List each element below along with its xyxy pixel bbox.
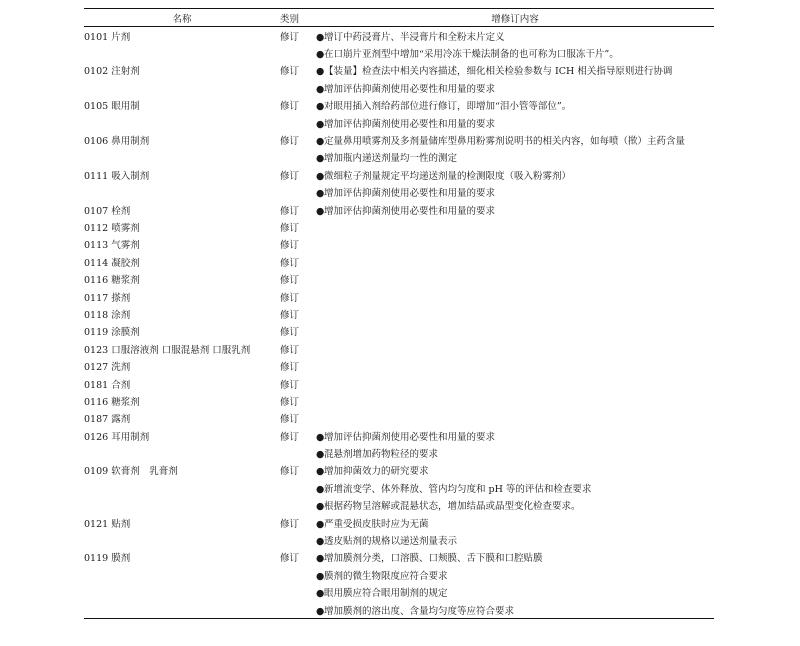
row-type-cell: 修订 — [280, 362, 300, 374]
row-name-cell-empty — [84, 184, 280, 201]
note-text: 增加评估抑菌剂使用必要性和用量的要求 — [324, 205, 496, 217]
row-note-cell — [316, 253, 714, 270]
bullet-icon: ● — [316, 536, 325, 548]
table-row — [84, 218, 714, 235]
note-text: 增加瓶内递送剂量均一性的测定 — [324, 153, 458, 165]
table-row — [84, 531, 714, 548]
table-row — [84, 375, 714, 392]
row-name-cell-empty — [84, 149, 280, 166]
note-text: 新增流变学、体外释放、管内均匀度和 pH 等的评估和检查要求 — [324, 483, 592, 495]
row-name-cell: 0187 露剂 — [84, 414, 131, 426]
note-text: 增加评估抑菌剂使用必要性和用量的要求 — [324, 83, 496, 95]
table-row — [84, 444, 714, 461]
row-name-cell-empty — [84, 44, 280, 61]
note-text: 增订中药浸膏片、半浸膏片和全粉末片定义 — [324, 31, 505, 43]
row-name-cell: 0118 涂剂 — [84, 309, 131, 321]
bullet-icon: ● — [316, 49, 325, 61]
row-note-cell — [316, 97, 714, 114]
row-type-cell: 修订 — [280, 136, 300, 148]
row-note-cell — [316, 375, 714, 392]
row-type-cell-empty — [280, 584, 316, 601]
table-row — [84, 79, 714, 96]
table-row — [84, 114, 714, 131]
row-note-cell — [316, 27, 714, 45]
bullet-icon: ● — [316, 188, 325, 200]
row-type-cell: 修订 — [280, 466, 300, 478]
row-note-cell — [316, 584, 714, 601]
bullet-icon: ● — [316, 153, 325, 165]
header-name: 名称 — [172, 13, 192, 25]
row-type-cell-empty — [280, 114, 316, 131]
row-name-cell-empty — [84, 566, 280, 583]
row-name-cell: 0117 搽剂 — [84, 292, 131, 304]
table-row — [84, 184, 714, 201]
row-note-cell — [316, 410, 714, 427]
bullet-icon: ● — [316, 431, 325, 443]
header-note: 增修订内容 — [491, 13, 539, 25]
row-type-cell: 修订 — [280, 327, 300, 339]
row-name-cell: 0114 凝胶剂 — [84, 257, 140, 269]
row-note-cell — [316, 166, 714, 183]
row-type-cell: 修订 — [280, 396, 300, 408]
row-note-cell — [316, 462, 714, 479]
note-text: 定量鼻用喷雾剂及多剂量储库型鼻用粉雾剂说明书的相关内容，如每喷（揿）主药含量 — [324, 136, 686, 148]
note-text: 混悬剂增加药物粒径的要求 — [324, 449, 439, 461]
row-type-cell: 修订 — [280, 222, 300, 234]
row-type-cell: 修订 — [280, 66, 300, 78]
row-name-cell-empty — [84, 497, 280, 514]
note-text: 对眼用插入剂给药部位进行修订，即增加“泪小管等部位”。 — [324, 101, 572, 113]
table-row — [84, 131, 714, 148]
row-note-cell — [316, 479, 714, 496]
table-row — [84, 514, 714, 531]
row-name-cell-empty — [84, 114, 280, 131]
note-text: 微细粒子剂量规定平均递送剂量的检测限度（吸入粉雾剂） — [324, 170, 572, 182]
table-row — [84, 601, 714, 619]
row-note-cell — [316, 531, 714, 548]
row-type-cell-empty — [280, 531, 316, 548]
row-note-cell — [316, 288, 714, 305]
row-note-cell — [316, 549, 714, 566]
revision-table — [84, 8, 714, 619]
row-name-cell: 0102 注射剂 — [84, 66, 140, 78]
table-row — [84, 149, 714, 166]
row-type-cell: 修订 — [280, 257, 300, 269]
row-name-cell: 0121 贴剂 — [84, 518, 131, 530]
row-name-cell: 0112 喷雾剂 — [84, 222, 140, 234]
row-type-cell: 修订 — [280, 379, 300, 391]
note-text: 增加膜剂的溶出度、含量均匀度等应符合要求 — [324, 605, 515, 617]
bullet-icon: ● — [316, 605, 325, 617]
row-type-cell: 修订 — [280, 205, 300, 217]
table-body — [84, 27, 714, 619]
table-row — [84, 566, 714, 583]
table-row — [84, 201, 714, 218]
row-note-cell — [316, 497, 714, 514]
row-note-cell — [316, 357, 714, 374]
header-type: 类别 — [280, 13, 300, 25]
bullet-icon: ● — [316, 483, 325, 495]
bullet-icon: ● — [316, 501, 325, 513]
row-name-cell: 0116 糖浆剂 — [84, 396, 140, 408]
note-text: 增加评估抑菌剂使用必要性和用量的要求 — [324, 188, 496, 200]
row-type-cell: 修订 — [280, 292, 300, 304]
note-text: 在口崩片亚剂型中增加“采用冷冻干燥法制备的也可称为口服冻干片”。 — [324, 49, 619, 61]
row-type-cell: 修订 — [280, 344, 300, 356]
revision-table-container — [84, 8, 714, 619]
note-text: 严重受损皮肤时应为无菌 — [324, 518, 429, 530]
row-name-cell: 0119 膜剂 — [84, 553, 131, 565]
row-note-cell — [316, 218, 714, 235]
row-type-cell: 修订 — [280, 309, 300, 321]
row-note-cell — [316, 184, 714, 201]
row-type-cell-empty — [280, 149, 316, 166]
row-note-cell — [316, 44, 714, 61]
bullet-icon: ● — [316, 518, 325, 530]
row-note-cell — [316, 236, 714, 253]
bullet-icon: ● — [316, 118, 325, 130]
note-text: 增加评估抑菌剂使用必要性和用量的要求 — [324, 431, 496, 443]
bullet-icon: ● — [316, 66, 325, 78]
row-note-cell — [316, 323, 714, 340]
note-text: 根据药物呈溶解或混悬状态，增加结晶或晶型变化检查要求。 — [324, 501, 581, 513]
table-row — [84, 27, 714, 45]
table-row — [84, 305, 714, 322]
row-type-cell-empty — [280, 444, 316, 461]
row-type-cell: 修订 — [280, 101, 300, 113]
row-type-cell: 修订 — [280, 414, 300, 426]
note-text: 膜剂的微生物限度应符合要求 — [324, 570, 448, 582]
row-note-cell — [316, 149, 714, 166]
table-row — [84, 462, 714, 479]
note-text: 【装量】检查法中相关内容描述，细化相关检验参数与 ICH 相关指导原则进行协调 — [324, 66, 673, 78]
table-row — [84, 549, 714, 566]
note-text: 眼用膜应符合眼用制剂的规定 — [324, 588, 448, 600]
row-type-cell-empty — [280, 44, 316, 61]
bullet-icon: ● — [316, 170, 325, 182]
table-row — [84, 584, 714, 601]
row-name-cell: 0101 片剂 — [84, 31, 131, 43]
table-row — [84, 497, 714, 514]
row-name-cell-empty — [84, 531, 280, 548]
table-row — [84, 62, 714, 79]
row-note-cell — [316, 79, 714, 96]
row-note-cell — [316, 392, 714, 409]
table-row — [84, 392, 714, 409]
row-type-cell-empty — [280, 497, 316, 514]
bullet-icon: ● — [316, 31, 325, 43]
bullet-icon: ● — [316, 553, 325, 565]
row-name-cell-empty — [84, 584, 280, 601]
note-text: 增加膜剂分类，口溶膜、口颊膜、舌下膜和口腔贴膜 — [324, 553, 543, 565]
row-note-cell — [316, 427, 714, 444]
row-name-cell: 0107 栓剂 — [84, 205, 131, 217]
row-type-cell-empty — [280, 601, 316, 619]
row-type-cell: 修订 — [280, 518, 300, 530]
row-note-cell — [316, 131, 714, 148]
table-row — [84, 253, 714, 270]
table-row — [84, 340, 714, 357]
row-type-cell-empty — [280, 566, 316, 583]
note-text: 增加评估抑菌剂使用必要性和用量的要求 — [324, 118, 496, 130]
row-note-cell — [316, 601, 714, 619]
table-row — [84, 97, 714, 114]
row-name-cell: 0106 鼻用制剂 — [84, 136, 150, 148]
row-note-cell — [316, 201, 714, 218]
row-name-cell-empty — [84, 601, 280, 619]
row-name-cell: 0119 涂膜剂 — [84, 327, 140, 339]
bullet-icon: ● — [316, 136, 325, 148]
table-row — [84, 410, 714, 427]
row-name-cell-empty — [84, 444, 280, 461]
row-type-cell: 修订 — [280, 240, 300, 252]
row-note-cell — [316, 340, 714, 357]
row-type-cell: 修订 — [280, 170, 300, 182]
row-name-cell: 0105 眼用制 — [84, 101, 140, 113]
row-type-cell-empty — [280, 184, 316, 201]
row-note-cell — [316, 270, 714, 287]
table-row — [84, 166, 714, 183]
row-name-cell: 0126 耳用制剂 — [84, 431, 150, 443]
row-note-cell — [316, 514, 714, 531]
bullet-icon: ● — [316, 588, 325, 600]
bullet-icon: ● — [316, 449, 325, 461]
row-name-cell: 0113 气雾剂 — [84, 240, 140, 252]
bullet-icon: ● — [316, 101, 325, 113]
bullet-icon: ● — [316, 83, 325, 95]
row-name-cell-empty — [84, 479, 280, 496]
row-name-cell: 0116 糖浆剂 — [84, 275, 140, 287]
row-name-cell: 0109 软膏剂 乳膏剂 — [84, 466, 178, 478]
row-name-cell: 0111 吸入制剂 — [84, 170, 150, 182]
row-type-cell: 修订 — [280, 31, 300, 43]
row-note-cell — [316, 305, 714, 322]
row-note-cell — [316, 62, 714, 79]
row-note-cell — [316, 114, 714, 131]
note-text: 透皮贴剂的规格以递送剂量表示 — [324, 536, 458, 548]
row-type-cell: 修订 — [280, 553, 300, 565]
bullet-icon: ● — [316, 570, 325, 582]
row-note-cell — [316, 566, 714, 583]
row-name-cell: 0123 口服溶液剂 口服混悬剂 口服乳剂 — [84, 344, 251, 356]
row-name-cell-empty — [84, 79, 280, 96]
row-type-cell-empty — [280, 79, 316, 96]
row-note-cell — [316, 444, 714, 461]
table-row — [84, 270, 714, 287]
table-row — [84, 323, 714, 340]
row-name-cell: 0181 合剂 — [84, 379, 131, 391]
bullet-icon: ● — [316, 466, 325, 478]
row-name-cell: 0127 洗剂 — [84, 362, 131, 374]
table-row — [84, 427, 714, 444]
note-text: 增加抑菌效力的研究要求 — [324, 466, 429, 478]
table-row — [84, 479, 714, 496]
row-type-cell: 修订 — [280, 431, 300, 443]
table-row — [84, 44, 714, 61]
row-type-cell-empty — [280, 479, 316, 496]
row-type-cell: 修订 — [280, 275, 300, 287]
table-header-row — [84, 9, 714, 27]
bullet-icon: ● — [316, 205, 325, 217]
table-row — [84, 288, 714, 305]
table-row — [84, 236, 714, 253]
table-row — [84, 357, 714, 374]
